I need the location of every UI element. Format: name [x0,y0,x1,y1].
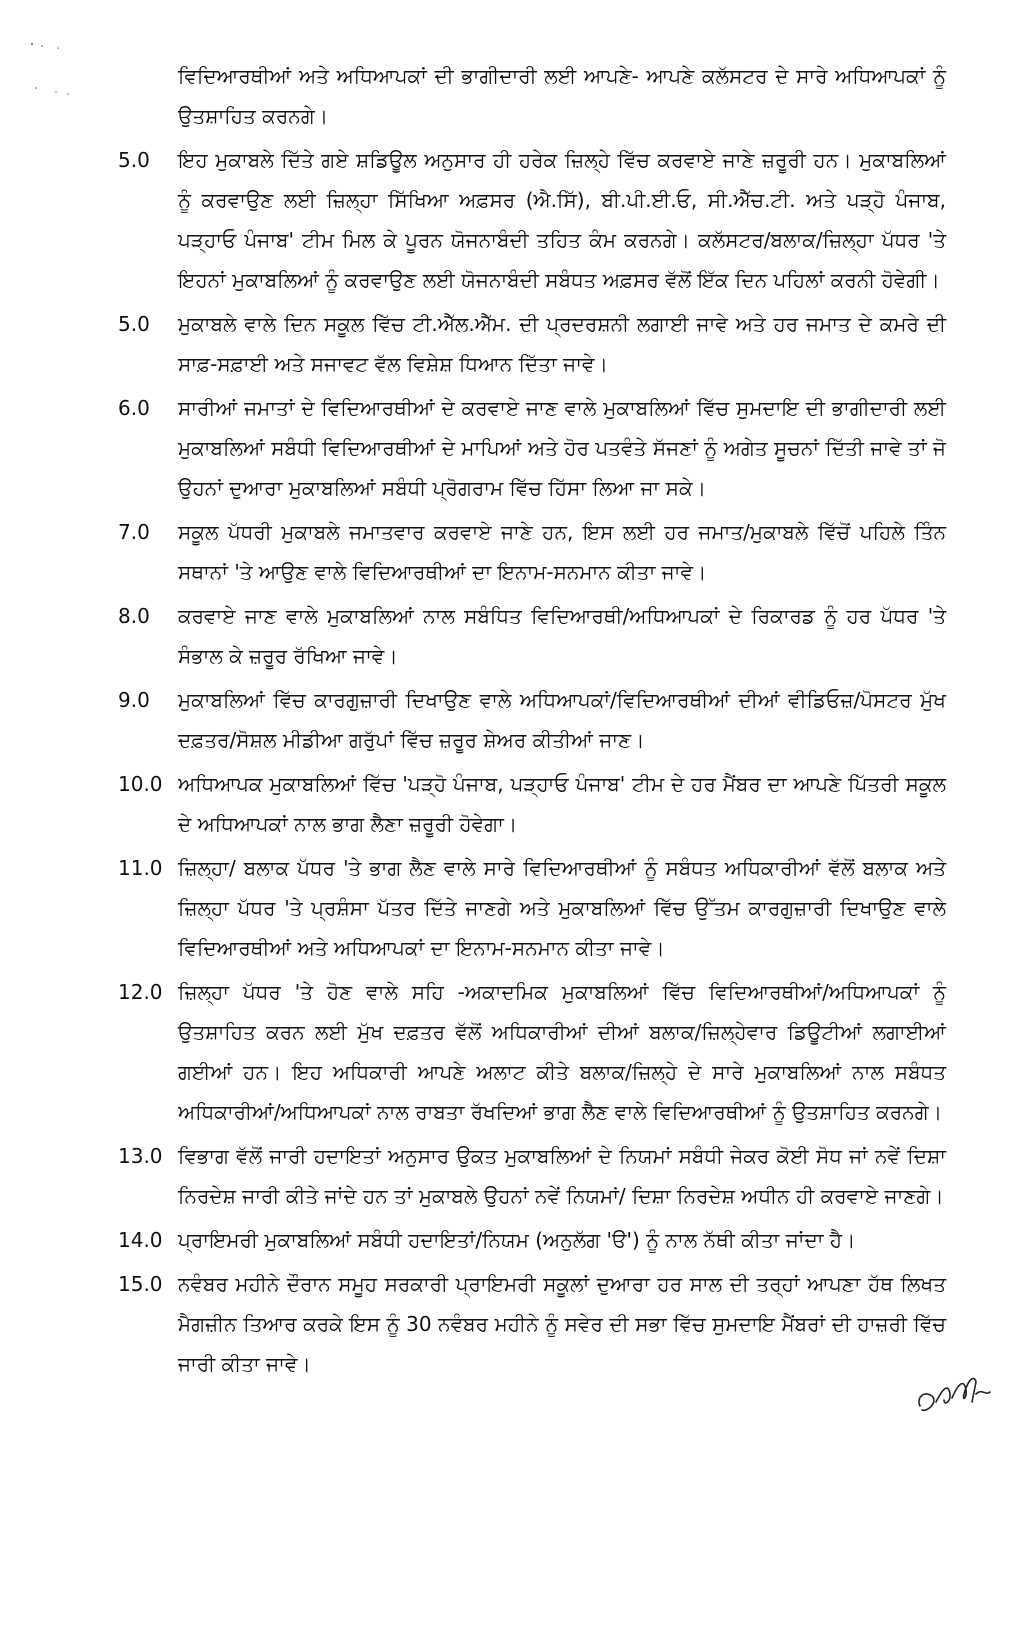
list-item [118,764,946,844]
item-number: 5.0 [118,148,150,172]
item-number: 7.0 [118,520,150,544]
item-text: ਜ਼ਿਲ੍ਹਾ/ ਬਲਾਕ ਪੱਧਰ 'ਤੇ ਭਾਗ ਲੈਣ ਵਾਲੇ ਸਾਰੇ ਵਿਦਿਆਰਥੀਆਂ ਨੂੰ ਸਬੰਧਤ ਅਧਿਕਾਰੀਆਂ ਵੱਲੋਂ ਬਲਾਕ ਅਤੇ ਜ਼ਿਲ੍ਹਾ ਪੱਧਰ 'ਤੇ ਪ੍ਰਸ਼ੰਸਾ ਪੱਤਰ ਦਿੱਤੇ ਜਾਣਗੇ ਅਤੇ ਮੁਕਾਬਲਿਆਂ ਵਿੱਚ ਉੱਤਮ ਕਾਰਗੁਜ਼ਾਰੀ ਦਿਖਾਉਣ ਵਾਲੇ ਵਿਦਿਆਰਥੀਆਂ ਅਤੇ ਅਧਿਆਪਕਾਂ ਦਾ ਇਨਾਮ-ਸਨਮਾਨ ਕੀਤਾ ਜਾਵੇ। [178,856,946,960]
item-text: ਵਿਭਾਗ ਵੱਲੋਂ ਜਾਰੀ ਹਦਾਇਤਾਂ ਅਨੁਸਾਰ ਉਕਤ ਮੁਕਾਬਲਿਆਂ ਦੇ ਨਿਯਮਾਂ ਸਬੰਧੀ ਜੇਕਰ ਕੋਈ ਸੋਧ ਜਾਂ ਨਵੇਂ ਦਿਸ਼ਾ ਨਿਰਦੇਸ਼ ਜਾਰੀ ਕੀਤੇ ਜਾਂਦੇ ਹਨ ਤਾਂ ਮੁਕਾਬਲੇ ਉਹਨਾਂ ਨਵੇਂ ਨਿਯਮਾਂ/ ਦਿਸ਼ਾ ਨਿਰਦੇਸ਼ ਅਧੀਨ ਹੀ ਕਰਵਾਏ ਜਾਣਗੇ। [178,1144,946,1208]
item-number: 13.0 [118,1144,163,1168]
list-item [118,848,946,968]
list-item [118,140,946,300]
item-text: ਮੁਕਾਬਲਿਆਂ ਵਿੱਚ ਕਾਰਗੁਜ਼ਾਰੀ ਦਿਖਾਉਣ ਵਾਲੇ ਅਧਿਆਪਕਾਂ/ਵਿਦਿਆਰਥੀਆਂ ਦੀਆਂ ਵੀਡਿਓਜ਼/ਪੋਸਟਰ ਮੁੱਖ ਦਫ਼ਤਰ/ਸੋਸ਼ਲ ਮੀਡੀਆ ਗਰੁੱਪਾਂ ਵਿੱਚ ਜ਼ਰੂਰ ਸ਼ੇਅਰ ਕੀਤੀਆਂ ਜਾਣ। [178,688,946,752]
intro-paragraph: ਵਿਦਿਆਰਥੀਆਂ ਅਤੇ ਅਧਿਆਪਕਾਂ ਦੀ ਭਾਗੀਦਾਰੀ ਲਈ ਆਪਣੇ- ਆਪਣੇ ਕਲੱਸਟਰ ਦੇ ਸਾਰੇ ਅਧਿਆਪਕਾਂ ਨੂੰ ਉਤਸ਼ਾਹਿਤ ਕਰਨਗੇ। [178,64,946,128]
list-item [118,304,946,384]
item-number: 11.0 [118,856,163,880]
list-item [118,680,946,760]
handwritten-signature [914,1372,992,1418]
item-text: ਪ੍ਰਾਇਮਰੀ ਮੁਕਾਬਲਿਆਂ ਸਬੰਧੀ ਹਦਾਇਤਾਂ/ਨਿਯਮ (ਅਨੁਲੱਗ 'ੳ') ਨੂੰ ਨਾਲ ਨੱਥੀ ਕੀਤਾ ਜਾਂਦਾ ਹੈ। [178,1228,856,1252]
item-text: ਕਰਵਾਏ ਜਾਣ ਵਾਲੇ ਮੁਕਾਬਲਿਆਂ ਨਾਲ ਸਬੰਧਿਤ ਵਿਦਿਆਰਥੀ/ਅਧਿਆਪਕਾਂ ਦੇ ਰਿਕਾਰਡ ਨੂੰ ਹਰ ਪੱਧਰ 'ਤੇ ਸੰਭਾਲ ਕੇ ਜ਼ਰੂਰ ਰੱਖਿਆ ਜਾਵੇ। [178,604,946,668]
list-item [118,596,946,676]
item-number: 9.0 [118,688,150,712]
list-item [118,1220,946,1260]
list-item [118,1136,946,1216]
item-number: 15.0 [118,1272,163,1296]
item-number: 12.0 [118,980,163,1004]
item-number: 14.0 [118,1228,163,1252]
item-number: 6.0 [118,396,150,420]
item-text: ਮੁਕਾਬਲੇ ਵਾਲੇ ਦਿਨ ਸਕੂਲ ਵਿੱਚ ਟੀ.ਐੱਲ.ਐੱਮ. ਦੀ ਪ੍ਰਦਰਸ਼ਨੀ ਲਗਾਈ ਜਾਵੇ ਅਤੇ ਹਰ ਜਮਾਤ ਦੇ ਕਮਰੇ ਦੀ ਸਾਫ਼-ਸਫ਼ਾਈ ਅਤੇ ਸਜਾਵਟ ਵੱਲ ਵਿਸ਼ੇਸ਼ ਧਿਆਨ ਦਿੱਤਾ ਜਾਵੇ। [178,312,946,376]
item-text: ਜ਼ਿਲ੍ਹਾ ਪੱਧਰ 'ਤੇ ਹੋਣ ਵਾਲੇ ਸਹਿ -ਅਕਾਦਮਿਕ ਮੁਕਾਬਲਿਆਂ ਵਿੱਚ ਵਿਦਿਆਰਥੀਆਂ/ਅਧਿਆਪਕਾਂ ਨੂੰ ਉਤਸ਼ਾਹਿਤ ਕਰਨ ਲਈ ਮੁੱਖ ਦਫ਼ਤਰ ਵੱਲੋਂ ਅਧਿਕਾਰੀਆਂ ਦੀਆਂ ਬਲਾਕ/ਜ਼ਿਲ੍ਹੇਵਾਰ ਡਿਊਟੀਆਂ ਲਗਾਈਆਂ ਗਈਆਂ ਹਨ। ਇਹ ਅਧਿਕਾਰੀ ਆਪਣੇ ਅਲਾਟ ਕੀਤੇ ਬਲਾਕ/ਜ਼ਿਲ੍ਹੇ ਦੇ ਸਾਰੇ ਮੁਕਾਬਲਿਆਂ ਨਾਲ ਸਬੰਧਤ ਅਧਿਕਾਰੀਆਂ/ਅਧਿਆਪਕਾਂ ਨਾਲ ਰਾਬਤਾ ਰੱਖਦਿਆਂ ਭਾਗ ਲੈਣ ਵਾਲੇ ਵਿਦਿਆਰਥੀਆਂ ਨੂੰ ਉਤਸ਼ਾਹਿਤ ਕਰਨਗੇ। [178,980,946,1124]
list-item [118,512,946,592]
item-text: ਸਾਰੀਆਂ ਜਮਾਤਾਂ ਦੇ ਵਿਦਿਆਰਥੀਆਂ ਦੇ ਕਰਵਾਏ ਜਾਣ ਵਾਲੇ ਮੁਕਾਬਲਿਆਂ ਵਿੱਚ ਸੁਮਦਾਇ ਦੀ ਭਾਗੀਦਾਰੀ ਲਈ ਮੁਕਾਬਲਿਆਂ ਸਬੰਧੀ ਵਿਦਿਆਰਥੀਆਂ ਦੇ ਮਾਪਿਆਂ ਅਤੇ ਹੋਰ ਪਤਵੰਤੇ ਸੱਜਣਾਂ ਨੂੰ ਅਗੇਤ ਸੂਚਨਾਂ ਦਿੱਤੀ ਜਾਵੇ ਤਾਂ ਜੋ ਉਹਨਾਂ ਦੁਆਰਾ ਮੁਕਾਬਲਿਆਂ ਸਬੰਧੀ ਪ੍ਰੋਗਰਾਮ ਵਿੱਚ ਹਿੱਸਾ ਲਿਆ ਜਾ ਸਕੇ। [178,396,946,500]
item-text: ਨਵੰਬਰ ਮਹੀਨੇ ਦੌਰਾਨ ਸਮੂਹ ਸਰਕਾਰੀ ਪ੍ਰਾਇਮਰੀ ਸਕੂਲਾਂ ਦੁਆਰਾ ਹਰ ਸਾਲ ਦੀ ਤਰ੍ਹਾਂ ਆਪਣਾ ਹੱਥ ਲਿਖਤ ਮੈਗਜ਼ੀਨ ਤਿਆਰ ਕਰਕੇ ਇਸ ਨੂੰ 30 ਨਵੰਬਰ ਮਹੀਨੇ ਨੂੰ ਸਵੇਰ ਦੀ ਸਭਾ ਵਿੱਚ ਸੁਮਦਾਇ ਮੈਂਬਰਾਂ ਦੀ ਹਾਜ਼ਰੀ ਵਿੱਚ ਜਾਰੀ ਕੀਤਾ ਜਾਵੇ। [178,1272,946,1376]
item-number: 10.0 [118,772,163,796]
document-body [118,56,946,1388]
item-text: ਸਕੂਲ ਪੱਧਰੀ ਮੁਕਾਬਲੇ ਜਮਾਤਵਾਰ ਕਰਵਾਏ ਜਾਣੇ ਹਨ, ਇਸ ਲਈ ਹਰ ਜਮਾਤ/ਮੁਕਾਬਲੇ ਵਿੱਚੋਂ ਪਹਿਲੇ ਤਿੰਨ ਸਥਾਨਾਂ 'ਤੇ ਆਉਣ ਵਾਲੇ ਵਿਦਿਆਰਥੀਆਂ ਦਾ ਇਨਾਮ-ਸਨਮਾਨ ਕੀਤਾ ਜਾਵੇ। [178,520,946,584]
list-item [118,1264,946,1384]
item-number: 5.0 [118,312,150,336]
item-text: ਇਹ ਮੁਕਾਬਲੇ ਦਿੱਤੇ ਗਏ ਸ਼ਡਿਊਲ ਅਨੁਸਾਰ ਹੀ ਹਰੇਕ ਜ਼ਿਲ੍ਹੇ ਵਿੱਚ ਕਰਵਾਏ ਜਾਣੇ ਜ਼ਰੂਰੀ ਹਨ। ਮੁਕਾਬਲਿਆਂ ਨੂੰ ਕਰਵਾਉਣ ਲਈ ਜ਼ਿਲ੍ਹਾ ਸਿੱਖਿਆ ਅਫ਼ਸਰ (ਐ.ਸਿੱ), ਬੀ.ਪੀ.ਈ.ਓ, ਸੀ.ਐੱਚ.ਟੀ. ਅਤੇ ਪੜ੍ਹੋ ਪੰਜਾਬ, ਪੜ੍ਹਾਓ ਪੰਜਾਬ' ਟੀਮ ਮਿਲ ਕੇ ਪੂਰਨ ਯੋਜਨਾਬੰਦੀ ਤਹਿਤ ਕੰਮ ਕਰਨਗੇ। ਕਲੱਸਟਰ/ਬਲਾਕ/ਜ਼ਿਲ੍ਹਾ ਪੱਧਰ 'ਤੇ ਇਹਨਾਂ ਮੁਕਾਬਲਿਆਂ ਨੂੰ ਕਰਵਾਉਣ ਲਈ ਯੋਜਨਾਬੰਦੀ ਸਬੰਧਤ ਅਫ਼ਸਰ ਵੱਲੋਂ ਇੱਕ ਦਿਨ ਪਹਿਲਾਂ ਕਰਨੀ ਹੋਵੇਗੀ। [178,148,946,292]
scan-specks [28,40,78,100]
list-item [118,388,946,508]
item-number: 8.0 [118,604,150,628]
list-item [118,972,946,1132]
item-text: ਅਧਿਆਪਕ ਮੁਕਾਬਲਿਆਂ ਵਿੱਚ 'ਪੜ੍ਹੋ ਪੰਜਾਬ, ਪੜ੍ਹਾਓ ਪੰਜਾਬ' ਟੀਮ ਦੇ ਹਰ ਮੈਂਬਰ ਦਾ ਆਪਣੇ ਪਿੱਤਰੀ ਸਕੂਲ ਦੇ ਅਧਿਆਪਕਾਂ ਨਾਲ ਭਾਗ ਲੈਣਾ ਜ਼ਰੂਰੀ ਹੋਵੇਗਾ। [178,772,946,836]
